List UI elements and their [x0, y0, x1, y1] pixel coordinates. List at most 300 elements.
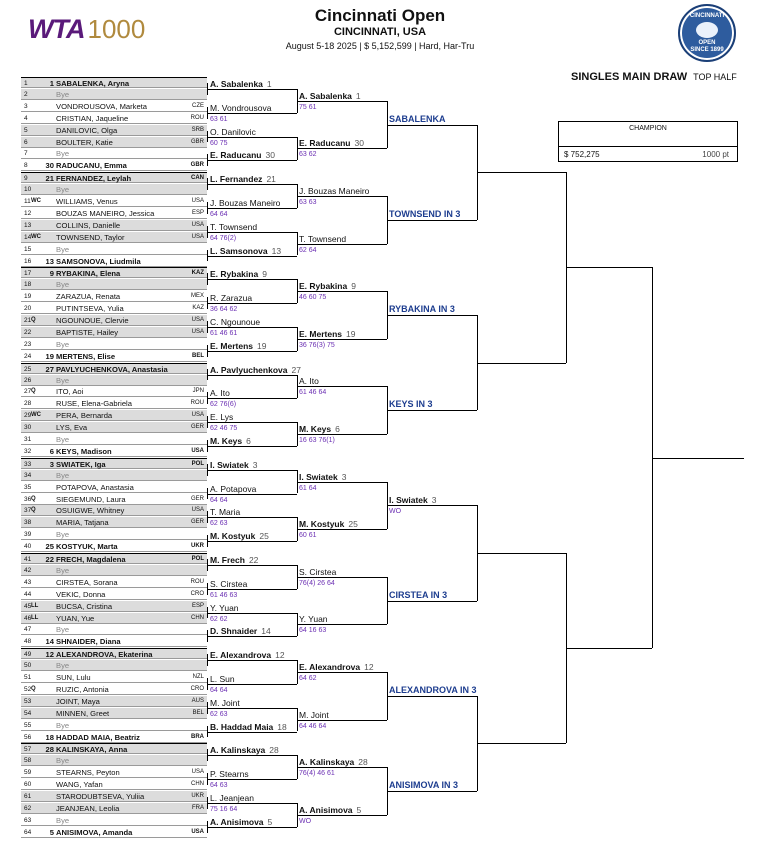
player-name: Bye: [56, 625, 70, 635]
winner-seed: 22: [248, 554, 259, 565]
round3-player: [299, 519, 358, 529]
draw-half: TOP HALF: [693, 72, 737, 82]
entry-number: 55: [24, 721, 32, 729]
draw-name: SINGLES MAIN DRAW: [571, 71, 688, 83]
bracket-line: [207, 613, 297, 614]
bracket-line: [297, 660, 298, 684]
match-score: 64 76(2): [210, 234, 237, 242]
entry-seed: 6: [49, 446, 54, 456]
winner-name: M. Joint: [299, 709, 329, 720]
match-score: WO: [389, 508, 402, 516]
bracket-line: [207, 803, 297, 804]
winner-name: A. Ito: [299, 376, 319, 387]
bracket-line: [297, 196, 387, 197]
player-name: Bye: [56, 280, 70, 290]
bracket-line: [207, 422, 297, 423]
draw-entry-row: [21, 720, 207, 731]
match-score: 16 63 76(1): [299, 437, 335, 444]
player-name: ZARAZUA, Renata: [56, 292, 121, 302]
player-country: CRO: [190, 590, 204, 597]
bracket-line: [387, 315, 477, 316]
tournament-city: CINCINNATI, USA: [333, 26, 427, 38]
round2-player: [210, 722, 287, 732]
player-country: BEL: [192, 352, 204, 359]
round2-player: [210, 698, 240, 708]
bracket-line: [207, 488, 208, 500]
bracket-line: [297, 422, 298, 446]
player-name: JOINT, Maya: [56, 696, 100, 706]
draw-entry-row: [21, 315, 207, 326]
round3-player: [299, 567, 336, 577]
round2-player: [210, 769, 249, 779]
entry-number: 20: [24, 305, 32, 313]
winner-seed: 28: [358, 757, 368, 768]
draw-entry-row: [21, 815, 207, 826]
bracket-line: [207, 541, 297, 542]
bracket-line: [207, 178, 208, 190]
entry-number: 26: [24, 376, 32, 384]
player-country: GER: [190, 424, 204, 431]
round2-player: [210, 341, 266, 351]
draw-entry-row: [21, 779, 207, 790]
player-country: GER: [190, 495, 204, 502]
player-name: MERTENS, Elise: [56, 351, 116, 361]
bracket-line: [387, 101, 388, 149]
winner-name: E. Rybakina: [299, 281, 348, 292]
player-name: LYS, Eva: [56, 423, 88, 433]
match-score: 61 46 61: [210, 329, 238, 337]
round2-player: [210, 293, 252, 303]
globe-icon: [696, 22, 718, 38]
bracket-line: [207, 107, 208, 119]
entry-number: 15: [24, 245, 32, 253]
draw-entry-row: [21, 339, 207, 350]
draw-entry-row: [21, 220, 207, 231]
bracket-line: [207, 607, 208, 619]
bracket-line: [477, 172, 566, 173]
bracket-line: [207, 321, 208, 333]
player-name: TOWNSEND, Taylor: [56, 232, 125, 242]
player-name: RYBAKINA, Elena: [56, 269, 121, 279]
entry-seed: 19: [45, 351, 54, 361]
player-country: POL: [191, 460, 204, 467]
bracket-line: [297, 720, 387, 721]
tournament-info: August 5-18 2025 | $ 5,152,599 | Hard, Har-Tru: [285, 41, 475, 51]
bracket-line: [207, 83, 208, 95]
winner-name: M. Vondrousova: [210, 102, 272, 113]
entry-number: 51: [24, 674, 32, 681]
bracket-line: [207, 351, 297, 352]
winner-name: A. Potapova: [210, 483, 257, 494]
entry-number: 35: [24, 483, 32, 491]
winner-seed: 30: [354, 138, 364, 149]
match-score: 62 76(6): [210, 401, 237, 409]
player-country: POL: [191, 556, 204, 562]
entry-number: 60: [24, 781, 32, 789]
player-country: SRB: [191, 126, 204, 133]
match-score: 63 61: [210, 115, 228, 123]
round2-player: [210, 460, 257, 470]
player-name: HADDAD MAIA, Beatriz: [56, 732, 140, 742]
round2-player: [210, 388, 230, 398]
bracket-line: [207, 232, 297, 233]
winner-name: T. Townsend: [299, 233, 347, 244]
bracket-line: [566, 267, 652, 268]
player-country: USA: [191, 412, 204, 419]
draw-entry-row: [21, 827, 207, 838]
match-score: 64 64: [210, 210, 228, 218]
winner-name: A. Kalinskaya: [210, 745, 266, 756]
player-name: Bye: [56, 565, 70, 575]
match-score: 64 64: [210, 496, 228, 504]
round2-player: [210, 531, 269, 541]
round2-player: [210, 579, 247, 589]
player-country: USA: [191, 317, 204, 323]
draw-entry-row: [21, 732, 207, 743]
match-score: 61 64: [299, 484, 317, 492]
bracket-line: [207, 702, 208, 714]
champion-prize-money: $ 752,275: [564, 150, 600, 159]
winner-seed: 5: [267, 816, 273, 827]
draw-entry-row: [21, 410, 207, 421]
player-name: POTAPOVA, Anastasia: [56, 482, 134, 492]
round4-player: [389, 495, 436, 505]
bracket-line: [387, 672, 388, 720]
entry-number: 23: [24, 340, 32, 348]
player-country: UKR: [191, 793, 204, 799]
entry-number: 7: [24, 150, 28, 158]
entry-number: 29: [24, 412, 32, 420]
draw-entry-row: [21, 458, 207, 469]
winner-seed: 25: [259, 531, 269, 542]
bracket-line: [207, 297, 208, 309]
draw-label: [571, 71, 737, 83]
entry-number: 39: [24, 531, 32, 539]
player-country: KAZ: [192, 305, 204, 312]
round2-player: [210, 650, 285, 660]
draw-entry-row: [21, 565, 207, 576]
draw-entry-row: [21, 291, 207, 302]
player-country: USA: [191, 507, 204, 514]
bracket-line: [207, 184, 297, 185]
bracket-line: [207, 494, 297, 495]
player-name: SABALENKA, Aryna: [56, 79, 130, 88]
bracket-line: [207, 250, 208, 262]
winner-name: E. Raducanu: [299, 138, 351, 149]
winner-name: M. Keys: [210, 435, 243, 446]
bracket-line: [207, 678, 208, 690]
entry-seed: 18: [45, 732, 54, 742]
draw-entry-row: [21, 553, 207, 564]
round3-player: [299, 234, 346, 244]
match-score: 63 63: [299, 199, 317, 206]
entry-number: 4: [24, 114, 28, 122]
bracket-line: [207, 131, 208, 143]
entry-seed: 28: [45, 745, 54, 755]
player-name: Bye: [56, 185, 70, 195]
entry-type: WC: [31, 233, 41, 240]
player-name: ITO, Aoi: [56, 387, 84, 397]
winner-name: A. Anisimova: [299, 804, 353, 815]
winner-seed: 12: [364, 662, 374, 672]
round2-player: [210, 246, 281, 256]
winner-seed: 12: [275, 650, 285, 661]
bracket-line: [297, 137, 298, 161]
bracket-line: [297, 613, 298, 637]
player-country: ESP: [191, 602, 204, 609]
draw-entry-row: [21, 791, 207, 802]
match-score: 62 62: [210, 615, 228, 623]
draw-entry-row: [21, 327, 207, 338]
bracket-line: [477, 553, 566, 554]
draw-entry-row: [21, 601, 207, 612]
bracket-line: [207, 827, 297, 828]
draw-entry-row: [21, 148, 207, 159]
bracket-line: [207, 416, 208, 428]
winner-name: A. Anisimova: [210, 816, 264, 827]
winner-name: O. Danilovic: [210, 126, 256, 137]
player-country: FRA: [192, 804, 204, 811]
bracket-line: [387, 767, 388, 815]
bracket-line: [207, 113, 297, 114]
player-country: USA: [191, 198, 204, 204]
player-name: VEKIC, Donna: [56, 589, 106, 599]
bracket-line: [297, 708, 298, 732]
seal-line1: CINCINNATI: [689, 12, 725, 19]
player-name: RUZIC, Antonia: [56, 684, 109, 694]
entry-number: 5: [24, 126, 28, 134]
draw-entry-row: [21, 672, 207, 683]
player-name: STARODUBTSEVA, Yuliia: [56, 792, 145, 801]
match-score: 75 61: [299, 103, 317, 111]
draw-entry-row: [21, 648, 207, 659]
entry-type: LL: [31, 602, 39, 609]
bracket-line: [207, 589, 297, 590]
match-score: 62 46 75: [210, 425, 238, 433]
draw-entry-row: [21, 434, 207, 445]
bracket-line: [207, 273, 208, 285]
player-name: Bye: [56, 756, 70, 766]
draw-entry-row: [21, 398, 207, 409]
bracket-line: [566, 648, 652, 649]
winner-name: A. Kalinskaya: [299, 757, 355, 768]
player-country: ROU: [190, 114, 204, 121]
draw-entry-row: [21, 101, 207, 112]
draw-entry-row: [21, 89, 207, 100]
match-score: 76(4) 26 64: [299, 579, 335, 587]
winner-seed: 9: [351, 281, 356, 292]
winner-seed: 1: [355, 90, 361, 101]
entry-number: 12: [24, 209, 32, 217]
draw-entry-row: [21, 363, 207, 374]
winner-name: M. Kostyuk: [299, 519, 345, 530]
player-country: GER: [190, 519, 204, 526]
winner-seed: 21: [266, 174, 276, 185]
entry-number: 3: [24, 102, 28, 110]
bracket-line: [297, 386, 387, 387]
round4-result: ANISIMOVA IN 3: [389, 780, 459, 790]
bracket-line: [207, 630, 208, 642]
winner-seed: 1: [266, 78, 272, 89]
player-name: RADUCANU, Emma: [56, 161, 127, 171]
round2-player: [210, 365, 301, 375]
player-country: CZE: [192, 102, 204, 109]
winner-seed: 5: [356, 804, 362, 815]
winner-name: D. Shnaider: [210, 626, 258, 637]
bracket-line: [387, 220, 477, 221]
draw-entry-row: [21, 803, 207, 814]
winner-seed: 3: [431, 495, 437, 506]
bracket-line: [297, 482, 387, 483]
entry-seed: 9: [49, 269, 54, 279]
bracket-line: [207, 375, 297, 376]
player-country: ESP: [191, 209, 204, 216]
bracket-line: [207, 202, 208, 214]
bracket-line: [207, 279, 297, 280]
bracket-line: [207, 559, 208, 571]
draw-entry-row: [21, 541, 207, 552]
match-score: 61 46 63: [210, 591, 238, 599]
round2-player: [210, 626, 271, 636]
entry-number: 22: [24, 328, 32, 336]
match-score: 61 46 64: [299, 389, 327, 397]
match-score: 60 61: [299, 532, 317, 540]
draw-entry-row: [21, 184, 207, 195]
player-name: KEYS, Madison: [56, 446, 112, 456]
winner-name: M. Frech: [210, 554, 245, 565]
entry-type: Q: [31, 685, 36, 692]
round3-player: [299, 424, 340, 434]
round2-player: [210, 127, 256, 137]
entry-seed: 30: [45, 161, 54, 171]
player-name: CRISTIAN, Jaqueline: [56, 113, 129, 123]
draw-entry-row: [21, 244, 207, 255]
player-name: PERA, Bernarda: [56, 411, 113, 421]
bracket-line: [297, 184, 298, 208]
winner-seed: 6: [335, 424, 340, 434]
draw-entry-row: [21, 470, 207, 481]
entry-seed: 22: [45, 555, 54, 564]
winner-name: A. Sabalenka: [299, 90, 352, 101]
player-name: YUAN, Yue: [56, 613, 95, 623]
seal-line2: OPEN: [698, 39, 716, 46]
entry-number: 24: [24, 352, 32, 360]
player-name: SAMSONOVA, Liudmila: [56, 256, 141, 266]
bracket-line: [207, 89, 297, 90]
player-country: USA: [191, 221, 204, 228]
draw-entry-row: [21, 375, 207, 386]
round2-player: [210, 269, 267, 279]
bracket-line: [297, 101, 387, 102]
entry-number: 42: [24, 566, 32, 574]
bracket-line: [387, 125, 477, 126]
player-name: STEARNS, Peyton: [56, 768, 120, 778]
winner-name: E. Alexandrova: [299, 662, 361, 672]
player-name: Bye: [56, 89, 70, 99]
entry-number: 36: [24, 495, 32, 503]
winner-name: T. Maria: [210, 507, 241, 518]
round4-result: RYBAKINA IN 3: [389, 304, 455, 314]
match-score: 62 63: [210, 710, 228, 718]
player-name: Bye: [56, 470, 70, 480]
player-country: BRA: [191, 733, 204, 740]
draw-entry-row: [21, 125, 207, 136]
entry-number: 14: [24, 233, 32, 241]
champion-label: CHAMPION: [629, 125, 667, 132]
bracket-line: [207, 517, 297, 518]
winner-seed: 6: [246, 435, 251, 446]
bracket-line: [207, 369, 208, 381]
player-country: GBR: [190, 162, 204, 169]
match-score: 64 16 63: [299, 627, 327, 635]
draw-entry-row: [21, 505, 207, 516]
entry-type: WC: [31, 198, 41, 204]
draw-entry-row: [21, 529, 207, 540]
draw-entry-row: [21, 482, 207, 493]
winner-seed: 3: [341, 471, 347, 482]
player-country: USA: [191, 769, 204, 776]
winner-name: L. Fernandez: [210, 174, 263, 185]
bracket-line: [387, 410, 477, 411]
entry-number: 27: [24, 388, 32, 396]
entry-number: 58: [24, 757, 32, 765]
round2-player: [210, 198, 280, 208]
bracket-line: [207, 398, 297, 399]
player-name: Bye: [56, 661, 70, 671]
round3-player: [299, 472, 346, 482]
player-country: NZL: [192, 674, 204, 680]
bracket-line: [297, 470, 298, 494]
round2-player: [210, 555, 258, 565]
entry-number: 37: [24, 507, 32, 515]
round2-player: [210, 103, 271, 113]
winner-name: L. Samsonova: [210, 245, 268, 256]
draw-entry-row: [21, 267, 207, 278]
bracket-line: [207, 636, 297, 637]
winner-name: E. Mertens: [210, 340, 253, 351]
entry-seed: 14: [45, 637, 54, 647]
winner-name: M. Kostyuk: [210, 531, 256, 542]
match-score: 36 64 62: [210, 306, 238, 314]
bracket-line: [297, 624, 387, 625]
bracket-line: [297, 517, 298, 541]
player-name: ALEXANDROVA, Ekaterina: [56, 650, 153, 660]
cincinnati-open-seal-logo: [678, 4, 736, 62]
logo-tier: 1000: [87, 14, 146, 44]
winner-seed: 28: [269, 745, 279, 756]
player-name: COLLINS, Danielle: [56, 220, 121, 230]
match-score: 62 63: [210, 520, 228, 528]
bracket-line: [297, 244, 387, 245]
winner-name: A. Sabalenka: [210, 78, 263, 89]
draw-entry-row: [21, 422, 207, 433]
entry-number: 43: [24, 578, 32, 586]
bracket-line: [207, 726, 208, 738]
winner-name: I. Swiatek: [299, 471, 338, 482]
bracket-line: [207, 660, 297, 661]
round2-player: [210, 674, 235, 684]
draw-entry-row: [21, 279, 207, 290]
entry-number: 49: [24, 651, 32, 659]
entry-type: Q: [31, 317, 36, 323]
player-name: Bye: [56, 244, 70, 254]
bracket-line: [207, 446, 297, 447]
bracket-line: [297, 803, 298, 827]
round2-player: [210, 817, 272, 827]
entry-seed: 1: [49, 79, 54, 88]
draw-entry-row: [21, 256, 207, 267]
match-score: 64 46 64: [299, 722, 327, 730]
